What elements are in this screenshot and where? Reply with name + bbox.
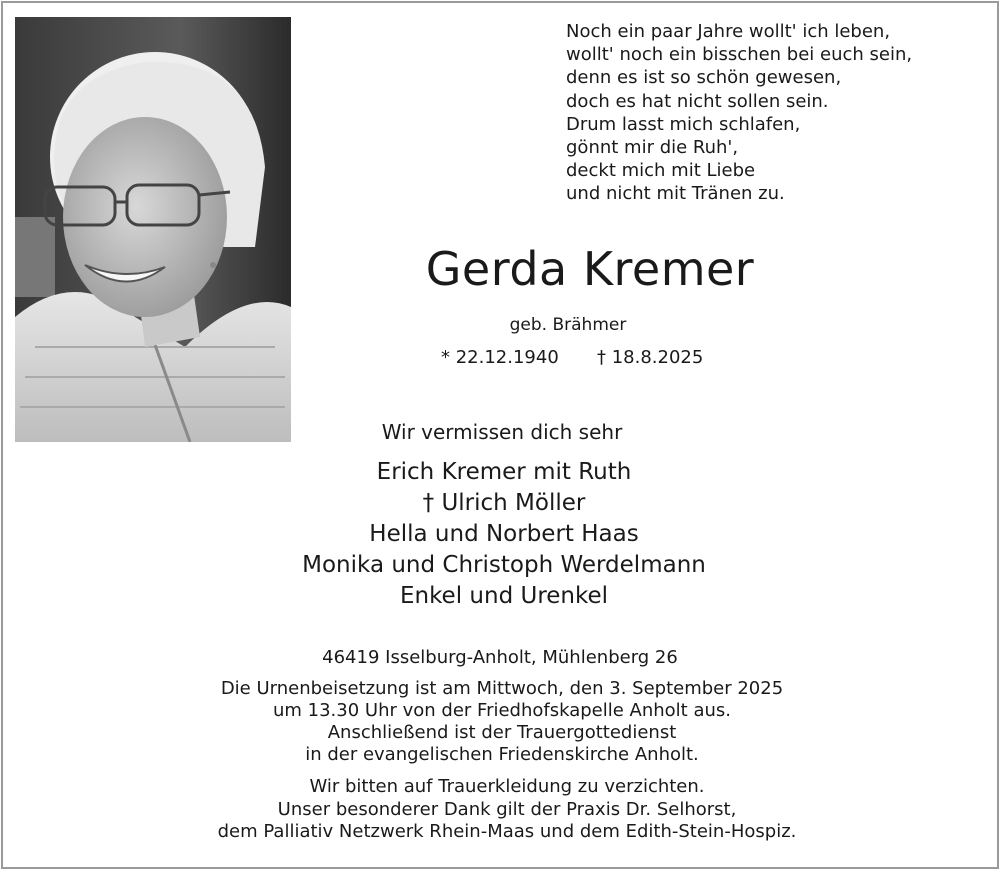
poem-line: Noch ein paar Jahre wollt' ich leben, (566, 21, 891, 42)
mourner-name: Monika und Christoph Werdelmann (302, 552, 706, 578)
ceremony-line: in der evangelischen Friedenskirche Anholt. (305, 744, 699, 765)
ceremony-info (0, 678, 1000, 766)
poem-line: deckt mich mit Liebe (566, 160, 756, 182)
portrait-image (15, 17, 291, 442)
poem-line: Drum lasst mich schlafen, (566, 113, 801, 135)
mourners-intro: Wir vermissen dich sehr (381, 420, 623, 444)
poem-line: und nicht mit Tränen zu. (566, 183, 785, 205)
poem (566, 20, 912, 206)
note-line: Unser besonderer Dank gilt der Praxis Dr. Selhorst, (277, 798, 737, 820)
portrait-photo (15, 17, 291, 442)
ceremony-line: Die Urnenbeisetzung ist am Mittwoch, den 3. September 2025 (220, 678, 784, 699)
ceremony-line: um 13.30 Uhr von der Friedhofskapelle Anholt aus. (272, 700, 731, 721)
birth-date: * 22.12.1940 (441, 347, 559, 368)
mourner-name: † Ulrich Möller (422, 490, 586, 516)
deceased-name: Gerda Kremer (425, 242, 755, 296)
poem-line: doch es hat nicht sollen sein. (566, 90, 829, 112)
closing-notes (0, 776, 1000, 844)
address: 46419 Isselburg-Anholt, Mühlenberg 26 (322, 647, 678, 668)
mourner-name: Enkel und Urenkel (399, 583, 609, 609)
poem-line: wollt' noch ein bisschen bei euch sein, (566, 44, 913, 66)
note-line: dem Palliativ Netzwerk Rhein-Maas und dem Edith-Stein-Hospiz. (217, 821, 797, 842)
death-date: † 18.8.2025 (597, 347, 704, 368)
poem-line: denn es ist so schön gewesen, (566, 67, 842, 89)
mourners-list (0, 457, 1000, 612)
ceremony-line: Anschließend ist der Trauergottedienst (327, 722, 677, 743)
birth-name: geb. Brähmer (509, 315, 627, 335)
poem-line: gönnt mir die Ruh', (566, 137, 739, 159)
note-line: Wir bitten auf Trauerkleidung zu verzichten. (309, 776, 705, 797)
mourner-name: Hella und Norbert Haas (369, 521, 639, 547)
mourner-name: Erich Kremer mit Ruth (376, 459, 632, 485)
